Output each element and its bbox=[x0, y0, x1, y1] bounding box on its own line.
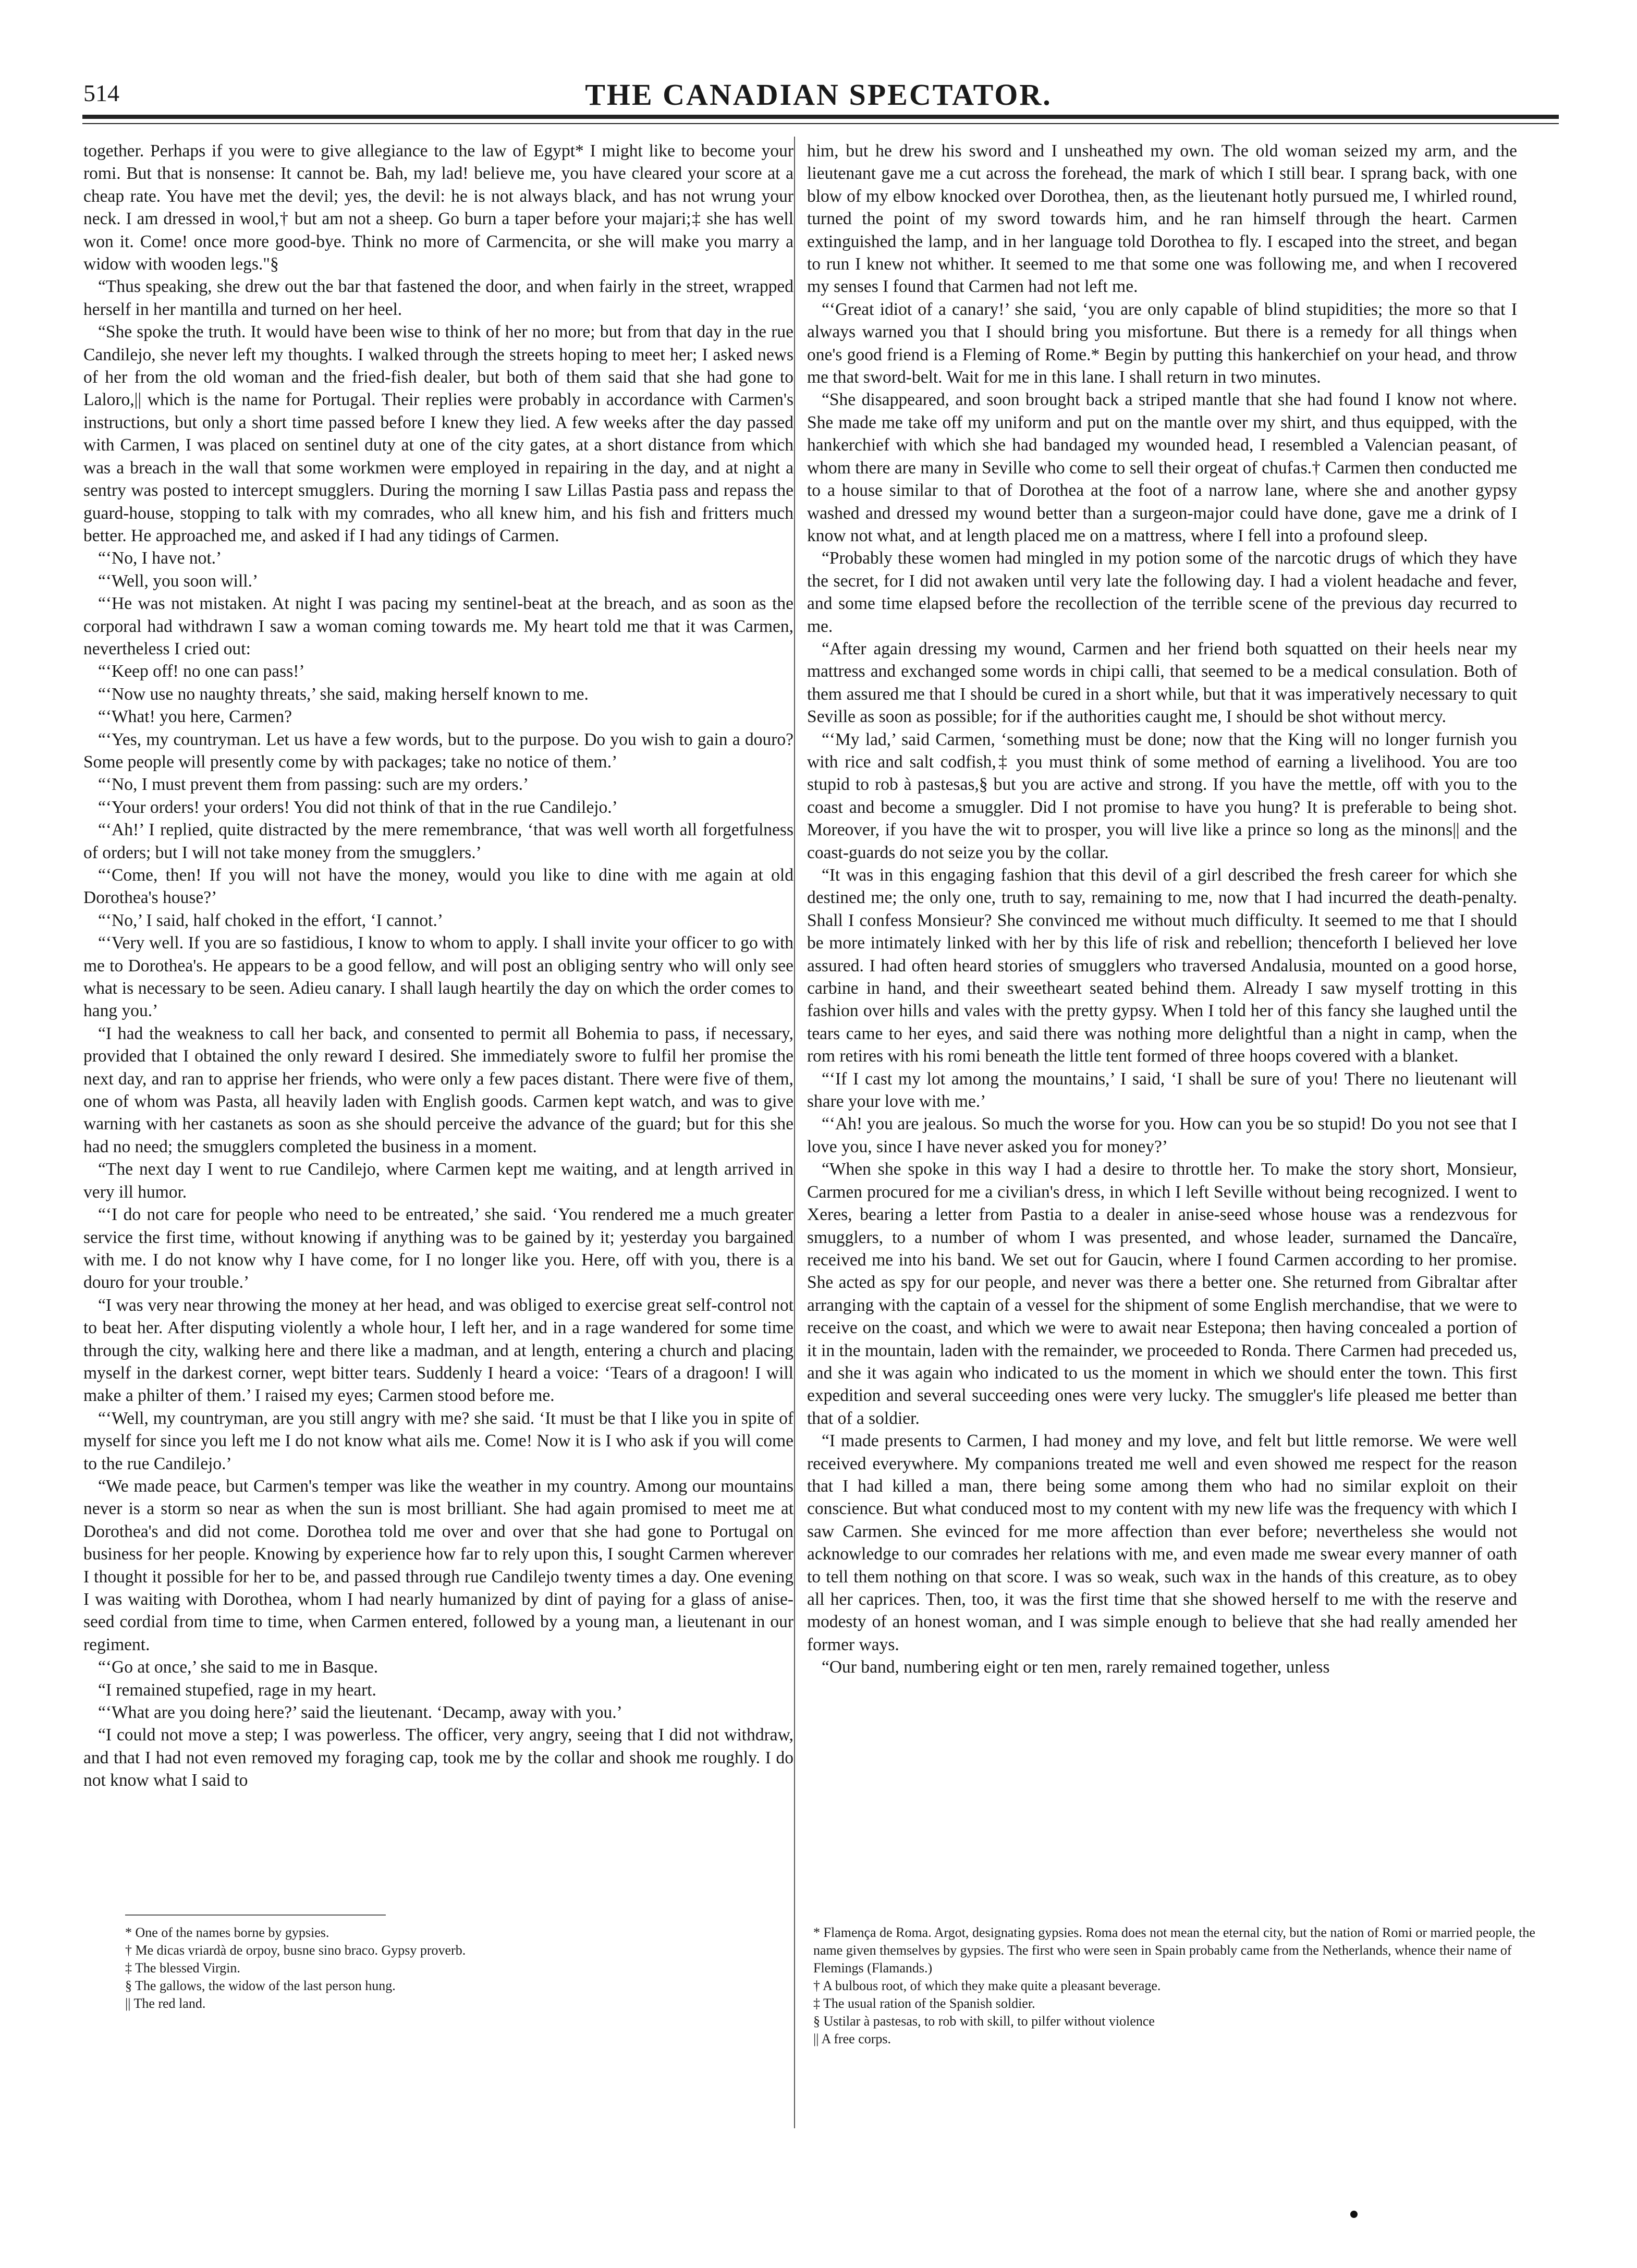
paragraph: “‘What! you here, Carmen? bbox=[98, 707, 292, 727]
paragraph: “‘My lad,’ said Carmen, ‘something must be done; now that the King will no longer furnish you with rice and salt codfish,‡ you must think of some method of earning a livelihood. You are too stupid to rob à pastesas,§ but you are active and strong. If you have the mettle, off with you to the coast and become a smuggler. Did I not promise to have you hung? It is preferable to being shot. Moreover, if you have the wit to prosper, you will live like a prince so long as the minons|| and the coast-guards do not seize you by the collar. bbox=[807, 729, 1517, 862]
paragraph: “Thus speaking, she drew out the bar that fastened the door, and when fairly in the street, wrapped herself in her mantilla and turned on her heel. bbox=[83, 277, 793, 319]
footnote: * One of the names borne by gypsies. bbox=[125, 1925, 329, 1940]
masthead: THE CANADIAN SPECTATOR. bbox=[585, 78, 1052, 112]
column-divider bbox=[794, 137, 795, 2128]
paragraph: together. Perhaps if you were to give allegiance to the law of Egypt* I might like to become your romi. But that is nonsense: It cannot be. Bah, my lad! believe me, you have cleared your score at a cheap rate. You have met the devil; yes, the devil: he is not always black, and has not wrung your neck. I am dressed in wool,† but am not a sheep. Go burn a taper before your majari;‡ she has well won it. Come! once more good-bye. Think no more of Carmencita, or she will make you marry a widow with wooden legs."§ bbox=[83, 141, 793, 274]
paragraph: “When she spoke in this way I had a desire to throttle her. To make the story short, Monsieur, Carmen procured for me a civilian's dress, in which I left Seville without being recognized. I went to Xeres, bearing a letter from Pastia to a dealer in anise-seed whose house was a rendezvous for smugglers, to a number of whom I was presented, and whose leader, surnamed the Dancaïre, received me into his band. We set out for Gaucin, where I found Carmen according to her promise. She acted as spy for our people, and never was there a better one. She returned from Gibraltar after arranging with the captain of a vessel for the shipment of some English merchandise, that we were to receive on the coast, and which we were to await near Estepona; then having concealed a portion of it in the mountain, laden with the remainder, we proceeded to Ronda. There Carmen had preceded us, and she it was again who indicated to us the moment in which we should enter the town. This first expedition and several succeeding ones were very lucky. The smuggler's life pleased me better than that of a soldier. bbox=[807, 1160, 1517, 1428]
paragraph: “‘Ah!’ I replied, quite distracted by the mere remembrance, ‘that was well worth all forgetfulness of orders; but I will not take money from the smugglers.’ bbox=[83, 820, 793, 862]
footnotes-left bbox=[125, 1924, 772, 2013]
paragraph: “‘No, I have not.’ bbox=[98, 548, 222, 568]
footnotes-right bbox=[813, 1924, 1554, 2048]
paragraph: “After again dressing my wound, Carmen and her friend both squatted on their heels near my mattress and exchanged some words in chipi calli, that seemed to be a medical consulation. Both of them assured me that I should be cured in a short while, but that it was imperatively necessary to quit Seville as soon as possible; for if the authorities caught me, I should be shot without mercy. bbox=[807, 639, 1517, 727]
paragraph: “‘Yes, my countryman. Let us have a few words, but to the purpose. Do you wish to gain a douro? Some people will presently come by with packages; take no notice of them.’ bbox=[83, 729, 793, 772]
footnote: || The red land. bbox=[125, 1996, 206, 2011]
paragraph: “She disappeared, and soon brought back a striped mantle that she had found I know not where. She made me take off my uniform and put on the mantle over my shirt, and thus equipped, with the hankerchief with which she had bandaged my wounded head, I resembled a Valencian peasant, of whom there are many in Seville who come to sell their orgeat of chufas.† Carmen then conducted me to a house similar to that of Dorothea at the foot of a narrow lane, where she and another gypsy washed and dressed my wound better than a surgeon-major could have done, gave me a drink of I know not what, and at length placed me on a mattress, where I fell into a profound sleep. bbox=[807, 390, 1517, 545]
paragraph: “‘Go at once,’ she said to me in Basque. bbox=[98, 1657, 378, 1677]
page-number: 514 bbox=[83, 80, 119, 106]
paragraph: “‘What are you doing here?’ said the lieutenant. ‘Decamp, away with you.’ bbox=[98, 1703, 622, 1723]
footnote: § Ustilar à pastesas, to rob with skill, to pilfer without violence bbox=[813, 2014, 1155, 2029]
footnote: † A bulbous root, of which they make quite a pleasant beverage. bbox=[813, 1978, 1161, 1993]
paragraph: “‘Very well. If you are so fastidious, I know to whom to apply. I shall invite your officer to go with me to Dorothea's. He appears to be a good fellow, and will post an obliging sentry who will only see what is necessary to be seen. Adieu canary. I shall laugh heartily the day on which the order comes to hang you.’ bbox=[83, 933, 793, 1021]
paragraph: “The next day I went to rue Candilejo, where Carmen kept me waiting, and at length arrived in very ill humor. bbox=[83, 1160, 793, 1202]
paragraph: “‘Ah! you are jealous. So much the worse for you. How can you be so stupid! Do you not see that I love you, since I have never asked you for money?’ bbox=[807, 1114, 1517, 1156]
paragraph: “‘Now use no naughty threats,’ she said, making herself known to me. bbox=[98, 684, 589, 704]
paragraph: “‘Well, my countryman, are you still angry with me? she said. ‘It must be that I like you in spite of myself for since you left me I do not know what ails me. Come! Now it is I who ask if you will come to the rue Candilejo.’ bbox=[83, 1408, 793, 1473]
footnote: ‡ The blessed Virgin. bbox=[125, 1960, 240, 1976]
footnote: ‡ The usual ration of the Spanish soldier. bbox=[813, 1996, 1035, 2011]
paragraph: “She spoke the truth. It would have been wise to think of her no more; but from that day in the rue Candilejo, she never left my thoughts. I walked through the streets hoping to meet her; I asked news of her from the old woman and the fried-fish dealer, but both of them said that she had gone to Laloro,|| which is the name for Portugal. Their replies were probably in accordance with Carmen's instructions, but only a short time passed before I knew they lied. A few weeks after the day passed with Carmen, I was placed on sentinel duty at one of the city gates, at a short distance from which was a breach in the wall that some workmen were employed in repairing in the day, and at night a sentry was posted to intercept smugglers. During the morning I saw Lillas Pastia pass and repass the guard-house, stopping to talk with my comrades, who all knew him, and his fish and fritters much better. He approached me, and asked if I had any tidings of Carmen. bbox=[83, 322, 793, 545]
paragraph: “‘I do not care for people who need to be entreated,’ she said. ‘You rendered me a much greater service the first time, without knowing if anything was to be gained by it; yesterday you bargained with me. I do not know why I have come, for I no longer like you. Here, off with you, there is a douro for your trouble.’ bbox=[83, 1205, 793, 1292]
ornament-dot bbox=[1350, 2211, 1358, 2218]
paragraph: “I made presents to Carmen, I had money and my love, and felt but little remorse. We were well received everywhere. My companions treated me well and even showed me respect for the reason that I had killed a man, there being some among them who had no similar exploit on their conscience. But what conduced most to my content with my new life was the frequency with which I saw Carmen. She evinced for me more affection than ever before; nevertheless she would not acknowledge to our comrades her relations with me, and even made me swear every manner of oath to tell them nothing on that score. I was so weak, such wax in the hands of this creature, as to obey all her caprices. Then, too, it was the first time that she showed herself to me with the reserve and modesty of an honest woman, and I was simple enough to believe that she had really amended her former ways. bbox=[807, 1431, 1517, 1654]
paragraph: “‘No, I must prevent them from passing: such are my orders.’ bbox=[98, 775, 529, 795]
paragraph: “‘Your orders! your orders! You did not think of that in the rue Candilejo.’ bbox=[98, 797, 618, 817]
paragraph: “I had the weakness to call her back, and consented to permit all Bohemia to pass, if necessary, provided that I obtained the only reward I desired. She immediately swore to fulfil her promise the next day, and ran to apprise her friends, who were only a few paces distant. There were five of them, one of whom was Pasta, all heavily laden with English goods. Carmen kept watch, and was to give warning with her castanets as soon as she should perceive the advance of the guard; but for this she had no need; the smugglers completed the business in a moment. bbox=[83, 1023, 793, 1156]
paragraph: “I remained stupefied, rage in my heart. bbox=[98, 1680, 376, 1700]
paragraph: “‘Great idiot of a canary!’ she said, ‘you are only capable of blind stupidities; the more so that I always warned you that I should bring you misfortune. But there is a remedy for all things when one's good friend is a Fleming of Rome.* Begin by putting this hankerchief on your head, and throw me that sword-belt. Wait for me in this lane. I shall return in two minutes. bbox=[807, 299, 1517, 387]
footnote-rule-left bbox=[125, 1915, 386, 1916]
footnote: || A free corps. bbox=[813, 2031, 891, 2046]
paragraph: “‘If I cast my lot among the mountains,’ I said, ‘I shall be sure of you! There no lieutenant will share your love with me.’ bbox=[807, 1069, 1517, 1112]
paragraph: “I could not move a step; I was powerless. The officer, very angry, seeing that I did not withdraw, and that I had not even removed my foraging cap, took me by the collar and shook me roughly. I do not know what I said to bbox=[83, 1725, 793, 1790]
paragraph: “Our band, numbering eight or ten men, rarely remained together, unless bbox=[822, 1657, 1330, 1677]
paragraph: “I was very near throwing the money at her head, and was obliged to exercise great self-control not to beat her. After disputing violently a whole hour, I left her, and in a rage wandered for some time through the city, walking here and there like a madman, and at length, entering a church and placing myself in the darkest corner, wept bitter tears. Suddenly I heard a voice: ‘Tears of a dragoon! I will make a philter of them.’ I raised my eyes; Carmen stood before me. bbox=[83, 1295, 793, 1406]
masthead-rule-thin bbox=[82, 123, 1559, 124]
paragraph: “Probably these women had mingled in my potion some of the narcotic drugs of which they have the secret, for I did not awaken until very late the following day. I had a violent headache and fever, and some time elapsed before the recollection of the terrible scene of the previous day recurred to me. bbox=[807, 548, 1517, 636]
paragraph: “We made peace, but Carmen's temper was like the weather in my country. Among our mountains never is a storm so near as when the sun is most brilliant. She had again promised to meet me at Dorothea's and did not come. Dorothea told me over and over that she had gone to Portugal on business for her people. Knowing by experience how far to rely upon this, I sought Carmen wherever I thought it possible for her to be, and passed through rue Candilejo twenty times a day. One evening I was waiting with Dorothea, whom I had nearly humanized by dint of paying for a glass of anise-seed cordial from time to time, when Carmen entered, followed by a young man, a lieutenant in our regiment. bbox=[83, 1476, 793, 1654]
right-column bbox=[807, 140, 1517, 1907]
masthead-rule bbox=[82, 115, 1559, 119]
footnote: * Flamença de Roma. Argot, designating gypsies. Roma does not mean the eternal city, but the nation of Romi or married people, the name given themselves by gypsies. The first who were seen in Spain probably came from the Netherlands, whence their name of Flemings (Flamands.) bbox=[813, 1925, 1535, 1976]
footnote: † Me dicas vriardà de orpoy, busne sino braco. Gypsy proverb. bbox=[125, 1943, 466, 1958]
paragraph: “‘He was not mistaken. At night I was pacing my sentinel-beat at the breach, and as soon as the corporal had withdrawn I saw a woman coming towards me. My heart told me that it was Carmen, nevertheless I cried out: bbox=[83, 594, 793, 659]
left-column bbox=[83, 140, 793, 1907]
paragraph: “It was in this engaging fashion that this devil of a girl described the fresh career for which she destined me; the only one, truth to say, remaining to me, now that I had incurred the death-penalty. Shall I confess Monsieur? She convinced me without much difficulty. It seemed to me that I should be more intimately linked with her by this life of risk and rebellion; thenceforth I believed her love assured. I had often heard stories of smugglers who traversed Andalusia, mounted on a good horse, carbine in hand, and their sweetheart seated behind them. Already I saw myself trotting in this fashion over hills and vales with the pretty gypsy. When I told her of this fancy she laughed until the tears came to her eyes, and said there was nothing more delightful than a night in camp, when the rom retires with his romi beneath the little tent formed of three hoops covered with a blanket. bbox=[807, 865, 1517, 1066]
paragraph: “‘Keep off! no one can pass!’ bbox=[98, 662, 305, 681]
paragraph: “‘Come, then! If you will not have the money, would you like to dine with me again at old Dorothea's house?’ bbox=[83, 865, 793, 908]
footnote: § The gallows, the widow of the last person hung. bbox=[125, 1978, 396, 1993]
paragraph: “‘Well, you soon will.’ bbox=[98, 571, 259, 591]
paragraph: “‘No,’ I said, half choked in the effort, ‘I cannot.’ bbox=[98, 910, 443, 930]
paragraph: him, but he drew his sword and I unsheathed my own. The old woman seized my arm, and the lieutenant gave me a cut across the forehead, the mark of which I still bear. I sprang back, with one blow of my elbow knocked over Dorothea, then, as the lieutenant hotly pursued me, I whirled round, turned the point of my sword towards him, and he ran himself through the heart. Carmen extinguished the lamp, and in her language told Dorothea to fly. I escaped into the street, and began to run I knew not whither. It seemed to me that some one was following me, and when I recovered my senses I found that Carmen had not left me. bbox=[807, 141, 1517, 297]
